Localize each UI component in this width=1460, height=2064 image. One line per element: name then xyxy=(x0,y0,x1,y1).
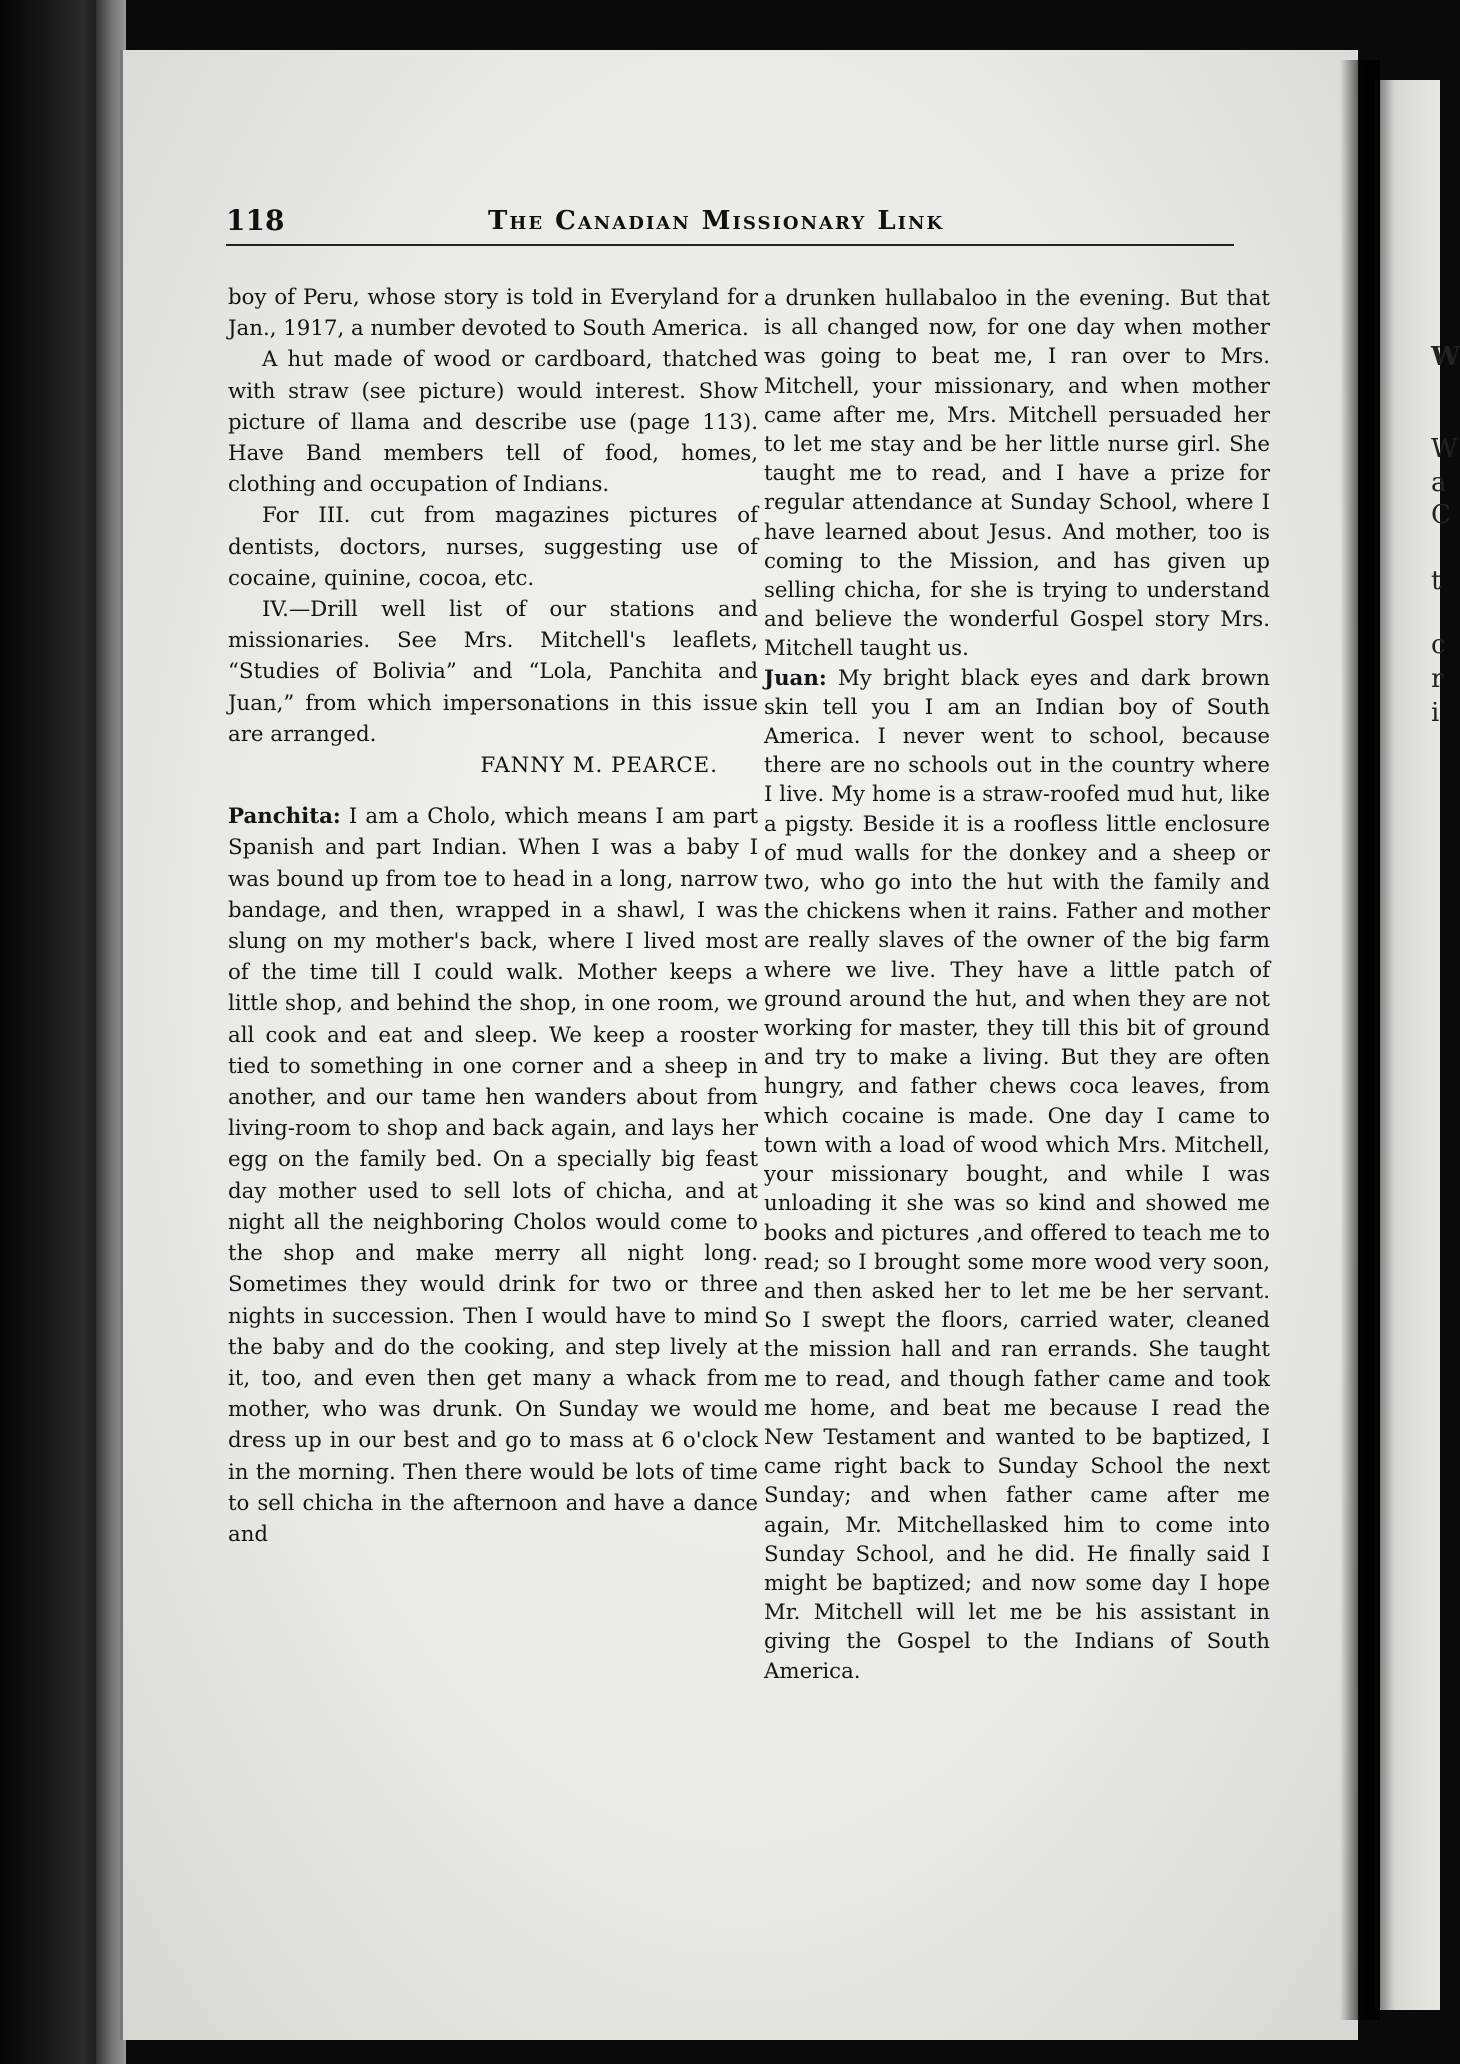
speaker-label: Juan: xyxy=(764,665,827,691)
juan-paragraph xyxy=(764,664,1270,1686)
paragraph: boy of Peru, whose story is told in Everyland for Jan., 1917, a number devoted to South America. xyxy=(228,285,758,342)
author-signature: FANNY M. PEARCE. xyxy=(480,753,718,779)
next-page-fragment: i xyxy=(1431,698,1440,728)
paragraph: A hut made of wood or cardboard, thatched with straw (see picture) would interest. Show picture of llama and describe use (page 113). Have Band members tell of food, homes, clothing and occupation of Indians. xyxy=(228,347,758,498)
next-page-fragment: r xyxy=(1431,664,1444,694)
header-rule xyxy=(226,244,1234,246)
gutter-shadow xyxy=(1340,60,1380,2020)
page-number: 118 xyxy=(226,204,285,237)
next-page-fragment: c xyxy=(1431,630,1446,660)
next-page-fragment: W xyxy=(1431,342,1460,372)
left-column xyxy=(228,282,758,1550)
paragraph: a drunken hullabaloo in the evening. But that is all changed now, for one day when mother was going to beat me, I ran over to Mrs. Mitchell, your missionary, and when mother came after me, Mrs. Mitchell persuaded her to let me stay and be her little nurse girl. She taught me to read, and I have a prize for regular attendance at Sunday School, where I have learned about Jesus. And mother, too is coming to the Mission, and has given up selling chicha, for she is trying to understand and believe the wonderful Gospel story Mrs. Mitchell taught us. xyxy=(764,286,1270,662)
next-page-fragment: t xyxy=(1431,566,1442,596)
right-column xyxy=(764,284,1270,1686)
adjacent-page-sliver xyxy=(1375,80,1460,2010)
next-page-fragment: W xyxy=(1431,434,1458,464)
panchita-paragraph xyxy=(228,801,758,1550)
speaker-text: I am a Cholo, which means I am part Spanish and part Indian. When I was a baby I was bound up from toe to head in a long, narrow bandage, and then, wrapped in a shawl, I was slung on my mother's back, where I lived most of the time till I could walk. Mother keeps a little shop, and behind the shop, in one room, we all cook and eat and sleep. We keep a rooster tied to something in one corner and a sheep in another, and our tame hen wanders about from living-room to shop and back again, and lays her egg on the family bed. On a specially big feast day mother used to sell lots of chicha, and at night all the neighboring Cholos would come to the shop and make merry all night long. Sometimes they would drink for two or three nights in succession. Then I would have to mind the baby and do the cooking, and step lively at it, too, and even then get many a whack from mother, who was drunk. On Sunday we would dress up in our best and go to mass at 6 o'clock in the morning. Then there would be lots of time to sell chicha in the afternoon and have a dance and xyxy=(228,804,758,1547)
speaker-label: Panchita: xyxy=(228,804,341,830)
next-page-fragment: a xyxy=(1431,468,1447,498)
next-page-fragment: C xyxy=(1431,500,1451,530)
page-header xyxy=(226,204,1236,244)
paragraph: IV.—Drill well list of our stations and missionaries. See Mrs. Mitchell's leaflets, “Studies of Bolivia” and “Lola, Panchita and Juan,” from which impersonations in this issue are arranged. xyxy=(228,597,758,747)
speaker-text: My bright black eyes and dark brown skin tell you I am an Indian boy of South America. I never went to school, because there are no schools out in the country where I live. My home is a straw-roofed mud hut, like a pigsty. Beside it is a roofless little enclosure of mud walls for the donkey and a sheep or two, who go into the hut with the family and the chickens when it rains. Father and mother are really slaves of the owner of the big farm where we live. They have a little patch of ground around the hut, and when they are not working for master, they till this bit of ground and try to make a living. But they are often hungry, and father chews coca leaves, from which cocaine is made. One day I came to town with a load of wood which Mrs. Mitchell, your missionary bought, and while I was unloading it she was so kind and showed me books and pictures ,and offered to teach me to read; so I brought some more wood very soon, and then asked her to let me be her servant. So I swept the floors, carried water, cleaned the mission hall and ran errands. She taught me to read, and though father came and took me home, and beat me because I read the New Testament and wanted to be baptized, I came right back to Sunday School the next Sunday; and when father came after me again, Mr. Mitchellasked him to come into Sunday School, and he did. He finally said I might be baptized; and now some day I hope Mr. Mitchell will let me be his assistant in giving the Gospel to the Indians of South America. xyxy=(764,665,1270,1684)
running-title: The Canadian Missionary Link xyxy=(488,206,945,236)
paragraph: For III. cut from magazines pictures of dentists, doctors, nurses, suggesting use of cocaine, quinine, cocoa, etc. xyxy=(228,503,758,591)
